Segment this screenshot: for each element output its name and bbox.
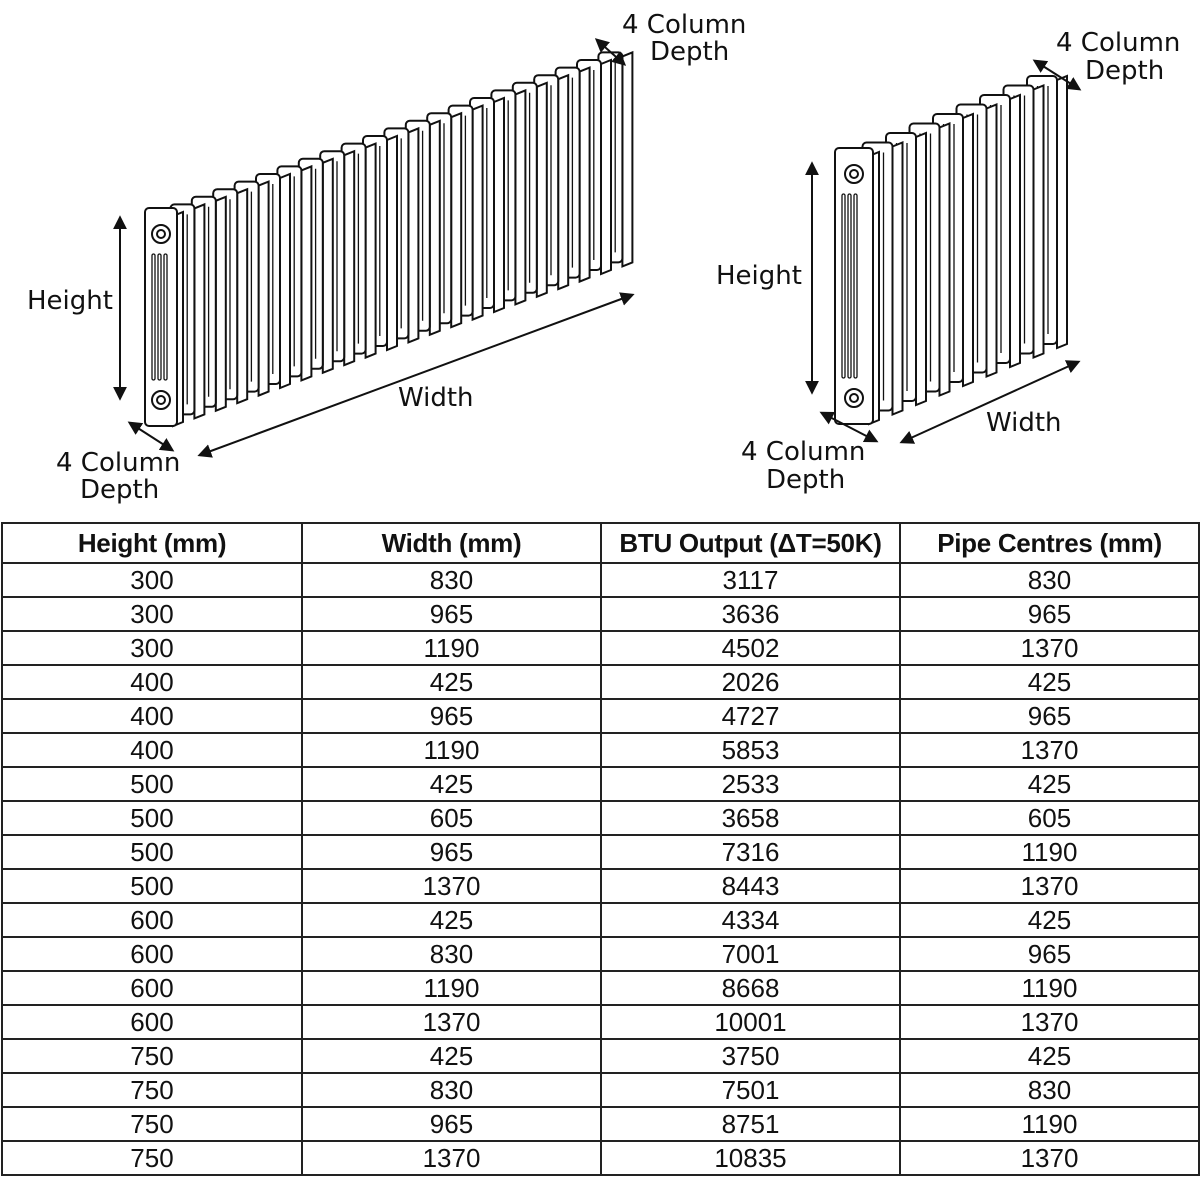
cell-btu-output: 7501 <box>601 1073 900 1107</box>
cell-pipe-centres: 965 <box>900 937 1199 971</box>
right-height-label: Height <box>716 261 802 291</box>
valve-icon <box>152 391 170 409</box>
cell-height: 750 <box>2 1039 302 1073</box>
table-row <box>2 563 1199 597</box>
header-width: Width (mm) <box>302 523 601 563</box>
cell-pipe-centres: 965 <box>900 597 1199 631</box>
table-row <box>2 903 1199 937</box>
cell-height: 500 <box>2 801 302 835</box>
left-radiator-illustration <box>145 52 632 426</box>
header-btu-output: BTU Output (ΔT=50K) <box>601 523 900 563</box>
cell-btu-output: 3658 <box>601 801 900 835</box>
cell-pipe-centres: 1190 <box>900 835 1199 869</box>
cell-btu-output: 2533 <box>601 767 900 801</box>
cell-width: 1190 <box>302 733 601 767</box>
table-row <box>2 1107 1199 1141</box>
cell-height: 400 <box>2 733 302 767</box>
cell-pipe-centres: 1190 <box>900 1107 1199 1141</box>
cell-btu-output: 3750 <box>601 1039 900 1073</box>
table-row <box>2 801 1199 835</box>
right-depth-bottom-label-line2: Depth <box>766 465 846 495</box>
valve-icon <box>845 165 863 183</box>
cell-width: 830 <box>302 1073 601 1107</box>
cell-width: 605 <box>302 801 601 835</box>
cell-height: 750 <box>2 1141 302 1175</box>
cell-width: 830 <box>302 563 601 597</box>
radiator-end-cap <box>145 208 177 426</box>
table-row <box>2 631 1199 665</box>
left-width-label: Width <box>398 383 474 413</box>
cell-height: 600 <box>2 903 302 937</box>
cell-pipe-centres: 1370 <box>900 1005 1199 1039</box>
cell-width: 965 <box>302 1107 601 1141</box>
right-width-label: Width <box>986 408 1062 438</box>
table-row <box>2 835 1199 869</box>
cell-width: 830 <box>302 937 601 971</box>
cell-btu-output: 5853 <box>601 733 900 767</box>
table-row <box>2 1039 1199 1073</box>
cell-pipe-centres: 965 <box>900 699 1199 733</box>
cell-pipe-centres: 1370 <box>900 1141 1199 1175</box>
cell-width: 965 <box>302 597 601 631</box>
left-depth-bottom-label-line2: Depth <box>80 475 160 505</box>
cell-btu-output: 4502 <box>601 631 900 665</box>
table-row <box>2 665 1199 699</box>
cell-pipe-centres: 830 <box>900 1073 1199 1107</box>
cell-btu-output: 8668 <box>601 971 900 1005</box>
table-row <box>2 733 1199 767</box>
cell-height: 500 <box>2 835 302 869</box>
table-row <box>2 699 1199 733</box>
table-row <box>2 937 1199 971</box>
valve-icon <box>152 225 170 243</box>
cell-btu-output: 4727 <box>601 699 900 733</box>
right-depth-top-label-line2: Depth <box>1085 56 1165 86</box>
left-depth-bottom-arrow <box>130 423 172 450</box>
cell-pipe-centres: 1190 <box>900 971 1199 1005</box>
table-row <box>2 1005 1199 1039</box>
cell-height: 600 <box>2 1005 302 1039</box>
table-row <box>2 1073 1199 1107</box>
cell-btu-output: 10001 <box>601 1005 900 1039</box>
cell-width: 1370 <box>302 1141 601 1175</box>
cell-width: 425 <box>302 903 601 937</box>
cell-pipe-centres: 1370 <box>900 631 1199 665</box>
cell-btu-output: 7316 <box>601 835 900 869</box>
cell-height: 500 <box>2 869 302 903</box>
table-row <box>2 869 1199 903</box>
cell-pipe-centres: 425 <box>900 665 1199 699</box>
header-pipe-centres: Pipe Centres (mm) <box>900 523 1199 563</box>
radiator-spec-table <box>1 522 1200 1176</box>
cell-height: 750 <box>2 1107 302 1141</box>
cell-btu-output: 8751 <box>601 1107 900 1141</box>
cell-btu-output: 10835 <box>601 1141 900 1175</box>
radiator-end-cap <box>835 148 873 424</box>
cell-btu-output: 3117 <box>601 563 900 597</box>
cell-height: 750 <box>2 1073 302 1107</box>
cell-pipe-centres: 830 <box>900 563 1199 597</box>
table-header-row <box>2 523 1199 563</box>
table-row <box>2 1141 1199 1175</box>
cell-pipe-centres: 425 <box>900 903 1199 937</box>
cell-height: 400 <box>2 699 302 733</box>
right-radiator-illustration <box>835 76 1067 424</box>
cell-pipe-centres: 1370 <box>900 869 1199 903</box>
cell-height: 600 <box>2 937 302 971</box>
right-depth-bottom-label-line1: 4 Column <box>741 437 866 467</box>
cell-btu-output: 2026 <box>601 665 900 699</box>
cell-height: 300 <box>2 597 302 631</box>
left-depth-top-label-line1: 4 Column <box>622 10 747 40</box>
cell-pipe-centres: 425 <box>900 1039 1199 1073</box>
cell-height: 400 <box>2 665 302 699</box>
cell-width: 1190 <box>302 631 601 665</box>
left-depth-bottom-label-line1: 4 Column <box>56 448 181 478</box>
cell-width: 1190 <box>302 971 601 1005</box>
cell-btu-output: 8443 <box>601 869 900 903</box>
cell-pipe-centres: 1370 <box>900 733 1199 767</box>
cell-height: 300 <box>2 631 302 665</box>
cell-width: 965 <box>302 699 601 733</box>
cell-btu-output: 3636 <box>601 597 900 631</box>
cell-btu-output: 7001 <box>601 937 900 971</box>
cell-height: 600 <box>2 971 302 1005</box>
radiator-dimension-diagram <box>0 0 1200 520</box>
cell-height: 300 <box>2 563 302 597</box>
left-height-label: Height <box>27 286 113 316</box>
cell-height: 500 <box>2 767 302 801</box>
cell-width: 425 <box>302 665 601 699</box>
right-depth-top-label-line1: 4 Column <box>1056 28 1181 58</box>
cell-width: 965 <box>302 835 601 869</box>
table-row <box>2 597 1199 631</box>
cell-width: 425 <box>302 767 601 801</box>
valve-icon <box>845 389 863 407</box>
table-row <box>2 767 1199 801</box>
cell-width: 1370 <box>302 1005 601 1039</box>
table-row <box>2 971 1199 1005</box>
cell-pipe-centres: 425 <box>900 767 1199 801</box>
header-height: Height (mm) <box>2 523 302 563</box>
cell-btu-output: 4334 <box>601 903 900 937</box>
cell-pipe-centres: 605 <box>900 801 1199 835</box>
cell-width: 1370 <box>302 869 601 903</box>
left-depth-top-label-line2: Depth <box>650 37 730 67</box>
cell-width: 425 <box>302 1039 601 1073</box>
